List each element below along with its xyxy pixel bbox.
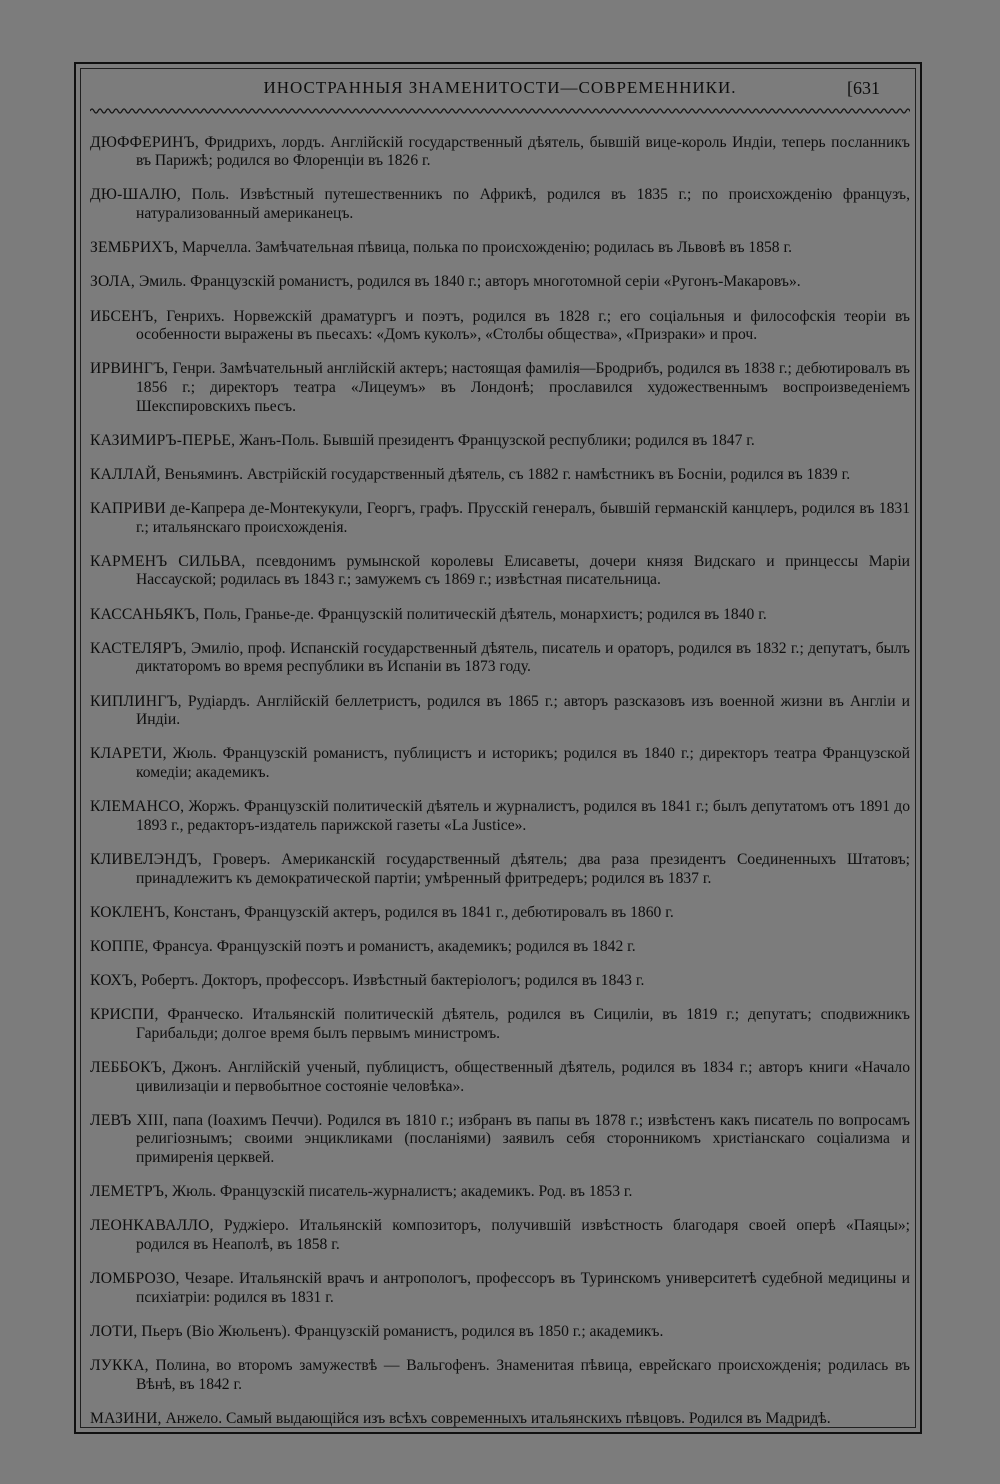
entry-text: Поль. Извѣстный путешественникъ по Африкѣ, родился въ 1835 г.; по происхожденію французъ, натурализованный американецъ.: [136, 186, 910, 222]
entry-name: КЛЕМАНСО,: [90, 798, 185, 816]
entry-name: КИПЛИНГЪ,: [90, 692, 182, 710]
list-item: [90, 745, 910, 782]
entry-name: КАЗИМИРЪ-ПЕРЬЕ,: [90, 431, 236, 449]
entry-text: Франсуа. Французскій поэтъ и романистъ, академикъ; родился въ 1842 г.: [148, 937, 636, 955]
entry-text: Руджіеро. Итальянскій композиторъ, получившій извѣстность благодаря своей оперѣ «Паяцы»; родился въ Неаполѣ, въ 1858 г.: [136, 1217, 910, 1253]
entries-list: [90, 118, 910, 1433]
entry-text: Веньяминъ. Австрійскій государственный дѣятель, съ 1882 г. намѣстникъ въ Босніи, родился въ 1839 г.: [160, 465, 851, 483]
entry-name: ДЮФФЕРИНЪ,: [90, 133, 199, 151]
entry-text: Эмиліо, проф. Испанскій государственный дѣятель, писатель и ораторъ, родился въ 1832 г.; депутатъ, былъ диктаторомъ во время республики въ Испаніи въ 1873 году.: [136, 639, 910, 676]
list-item: [90, 904, 910, 923]
entry-name: ЛУККА,: [90, 1357, 149, 1375]
entry-text: Фридрихъ, лордъ. Англійскій государственный дѣятель, бывшій вице-король Индіи, теперь посланникъ въ Парижѣ; родился во Флоренціи въ 1826 г.: [136, 133, 910, 170]
list-item: [90, 553, 910, 590]
entry-text: Пьеръ (Віо Жюльенъ). Французскій романистъ, родился въ 1850 г.; академикъ.: [137, 1322, 664, 1340]
header-wavy-rule: [90, 106, 910, 116]
entry-text: Робертъ. Докторъ, профессоръ. Извѣстный бактеріологъ; родился въ 1843 г.: [137, 972, 645, 990]
entry-text: Констанъ, Французскій актеръ, родился въ 1841 г., дебютировалъ въ 1860 г.: [169, 903, 674, 921]
entry-name: МАЗИНИ,: [90, 1409, 162, 1427]
list-item: [90, 972, 910, 991]
list-item: [90, 134, 910, 171]
entry-name: КРИСПИ,: [90, 1006, 159, 1024]
list-item: [90, 432, 910, 451]
entry-name: КАССАНЬЯКЪ,: [90, 605, 200, 623]
list-item: [90, 1410, 910, 1429]
entry-name: ИБСЕНЪ,: [90, 307, 158, 325]
list-item: [90, 308, 910, 345]
entry-name: ЛЕМЕТРЪ,: [90, 1183, 169, 1201]
list-item: [90, 1357, 910, 1394]
entry-text: Генрихъ. Норвежскій драматургъ и поэтъ, родился въ 1828 г.; его соціальныя и философскія теоріи въ особенности выражены въ пьесахъ: «Домъ куколъ», «Столбы общества», «Призраки» и проч.: [136, 307, 910, 344]
list-item: [90, 239, 910, 258]
list-item: [90, 640, 910, 677]
entry-text: Марчелла. Замѣчательная пѣвица, полька по происхожденію; родилась въ Львовѣ въ 1858 г.: [178, 239, 793, 257]
list-item: [90, 360, 910, 416]
entry-name: КОППЕ,: [90, 937, 149, 955]
list-item: [90, 798, 910, 835]
entry-name: ЛЕВЪ XIII,: [90, 1111, 169, 1129]
entry-name: ЛОМБРОЗО,: [90, 1270, 180, 1288]
entry-text: Чезаре. Итальянскій врачъ и антропологъ, профессоръ въ Туринскомъ университетѣ судебной медицины и психіатріи: родился въ 1831 г.: [136, 1270, 910, 1306]
entry-name: ЗОЛА,: [90, 273, 136, 291]
entry-text: папа (Іоахимъ Печчи). Родился въ 1810 г.; избранъ въ папы въ 1878 г.; извѣстенъ какъ писатель по вопросамъ религіознымъ; своими энцикликами (посланіями) заявилъ себя сторонникомъ христіанскаго соціализма и примиренія церквей.: [136, 1111, 910, 1167]
entry-name: ЛЕОНКАВАЛЛО,: [90, 1217, 214, 1235]
page-header: [90, 78, 910, 106]
entry-name: КАСТЕЛЯРЪ,: [90, 639, 187, 657]
entry-text: Полина, во второмъ замужествѣ — Вальгофенъ. Знаменитая пѣвица, еврейскаго происхожденія; родилась въ Вѣнѣ, въ 1842 г.: [136, 1357, 910, 1393]
list-item: [90, 606, 910, 625]
entry-name: ИРВИНГЪ,: [90, 360, 169, 378]
entry-name: ДЮ-ШАЛЮ,: [90, 186, 181, 204]
list-item: [90, 1183, 910, 1202]
entry-name: ЗЕМБРИХЪ,: [90, 239, 179, 257]
entry-name: КАРМЕНЪ СИЛЬВА,: [90, 552, 246, 570]
entry-text: Поль, Гранье-де. Французскій политическій дѣятель, монархистъ; родился въ 1840 г.: [199, 605, 767, 623]
entry-name: ЛЕББОКЪ,: [90, 1059, 167, 1077]
entry-text: Жюль. Французскій писатель-журналистъ; академикъ. Род. въ 1853 г.: [168, 1183, 633, 1201]
list-item: [90, 851, 910, 888]
entry-text: Жюль. Французскій романистъ, публицистъ и историкъ; родился въ 1840 г.; директоръ театра Французской комедіи; академикъ.: [136, 745, 910, 781]
entry-text: Генри. Замѣчательный англійскій актеръ; настоящая фамилія—Бродрибъ, родился въ 1838 г.; дебютировалъ въ 1856 г.; директоръ театра «Лицеумъ» въ Лондонѣ; прославился художественнымъ воспроизведеніемъ Шекспировскихъ пьесъ.: [136, 360, 910, 415]
entry-text: Джонъ. Англійскій ученый, публицистъ, общественный дѣятель, родился въ 1834 г.; авторъ книги «Начало цивилизаціи и первобытное состояніе человѣка».: [136, 1059, 910, 1095]
entry-text: Жанъ-Поль. Бывшій президентъ Французской республики; родился въ 1847 г.: [235, 431, 755, 449]
list-item: [90, 1112, 910, 1168]
entry-text: де-Капрера де-Монтекукули, Георгъ, графъ. Прусскій генералъ, бывшій германскій канцлеръ, родился въ 1831 г.; итальянскаго происхожденія.: [136, 500, 910, 536]
entry-name: КАЛЛАЙ,: [90, 465, 161, 483]
list-item: [90, 938, 910, 957]
entry-name: ЛОТИ,: [90, 1322, 138, 1340]
page-number: [631: [847, 78, 880, 98]
list-item: [90, 1006, 910, 1043]
entry-name: КОКЛЕНЪ,: [90, 903, 170, 921]
list-item: [90, 1059, 910, 1096]
list-item: [90, 500, 910, 537]
entry-name: КОХЪ,: [90, 972, 138, 990]
entry-name: КЛАРЕТИ,: [90, 745, 167, 763]
running-title: ИНОСТРАННЫЯ ЗНАМЕНИТОСТИ—СОВРЕМЕННИКИ.: [263, 78, 737, 97]
entry-text: Рудіардъ. Англійскій беллетристъ, родился въ 1865 г.; авторъ разсказовъ изъ военной жизни въ Англіи и Индіи.: [136, 692, 910, 729]
list-item: [90, 273, 910, 292]
entry-text: Жоржъ. Французскій политическій дѣятель и журналистъ, родился въ 1841 г.; былъ депутатомъ отъ 1891 до 1893 г., редакторъ-издатель парижской газеты «La Justice».: [136, 798, 910, 834]
entry-text: Эмиль. Французскій романистъ, родился въ 1840 г.; авторъ многотомной серіи «Ругонъ-Макаровъ».: [135, 273, 801, 291]
entry-name: КЛИВЕЛЭНДЪ,: [90, 850, 202, 868]
list-item: [90, 693, 910, 730]
entry-text: Франческо. Итальянскій политическій дѣятель, родился въ Сициліи, въ 1819 г.; депутатъ; сподвижникъ Гарибальди; долгое время былъ первымъ министромъ.: [136, 1006, 910, 1042]
entry-text: Гроверъ. Американскій государственный дѣятель; два раза президентъ Соединенныхъ Штатовъ; принадлежитъ къ демократической партіи; умѣренный фритредеръ; родился въ 1837 г.: [136, 850, 910, 887]
list-item: [90, 1217, 910, 1254]
entry-text: Анжело. Самый выдающійся изъ всѣхъ современныхъ итальянскихъ пѣвцовъ. Родился въ Мадридѣ.: [161, 1409, 831, 1427]
list-item: [90, 466, 910, 485]
entry-name: КАПРИВИ: [90, 500, 166, 518]
list-item: [90, 1270, 910, 1307]
list-item: [90, 186, 910, 223]
list-item: [90, 1323, 910, 1342]
entry-text: псевдонимъ румынской королевы Елисаветы, дочери князя Видскаго и принцессы Маріи Нассауской; родилась въ 1843 г.; замужемъ съ 1869 г.; извѣстная писательница.: [136, 552, 910, 589]
